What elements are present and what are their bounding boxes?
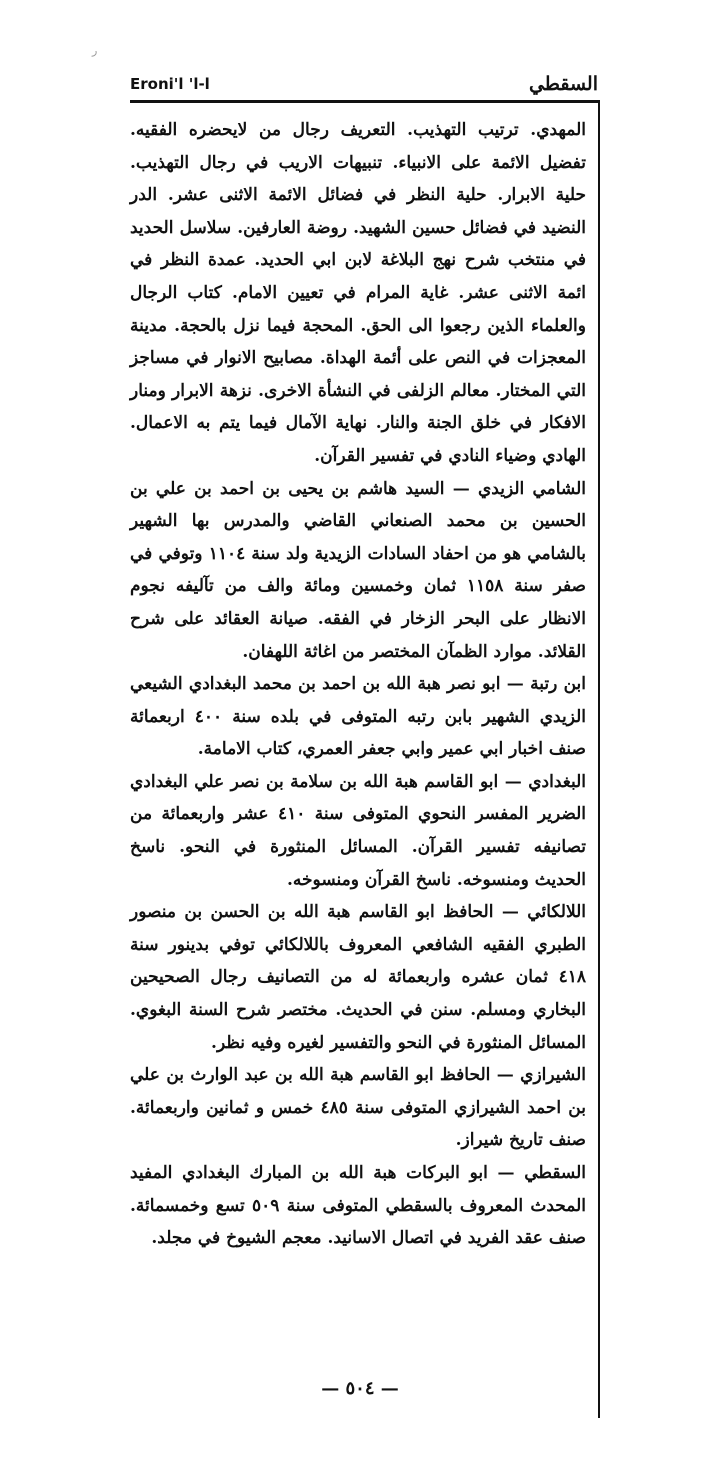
paragraph-entry-shami: الشامي الزيدي — السيد هاشم بن يحيى بن احمد بن علي بن الحسين بن محمد الصنعاني القاضي والمدرس بها الشهير بالشامي هو من احفاد السادات الزيدية ولد سنة ١١٠٤ وتوفي في صفر سنة ١١٥٨ ثمان وخمسين ومائة والف من تآليفه نجوم الانظار على البحر الزخار في الفقه. صيانة العقائد على شرح القلائد. موارد الظمآن المختصر من اغاثة اللهفان. [130, 478, 586, 662]
paragraph-entry-ibn-rutba: ابن رتبة — ابو نصر هبة الله بن احمد بن محمد البغدادي الشيعي الزيدي الشهير بابن رتبه المتوفى في بلده سنة ٤٠٠ اربعمائة صنف اخبار ابي عمير وابي جعفر العمري، كتاب الامامة. [130, 674, 586, 760]
scan-corner-mark: ر [92, 44, 98, 57]
paragraph-entry-shirazi: الشيرازي — الحافظ ابو القاسم هبة الله بن عبد الوارث بن علي بن احمد الشيرازي المتوفى سنة ٤٨٥ خمس و ثمانين واربعمائة. صنف تاريخ شيراز. [130, 1065, 586, 1151]
paragraph-entry-baghdadi: البغدادي — ابو القاسم هبة الله بن سلامة بن نصر علي البغدادي الضرير المفسر النحوي المتوفى سنة ٤١٠ عشر واربعمائة من تصانيفه تفسير القرآن. المسائل المنثورة في النحو. ناسخ الحديث ومنسوخه. ناسخ القرآن ومنسوخه. [130, 771, 586, 890]
paragraph-entry-lalakai: اللالكائي — الحافظ ابو القاسم هبة الله بن الحسن بن منصور الطبري الفقيه الشافعي المعروف باللالكائي توفي بدينور سنة ٤١٨ ثمان عشره واربعمائة له من التصانيف رجال الصحيحين البخاري ومسلم. سنن في الحديث. مختصر شرح السنة البغوي. المسائل المنثورة في النحو والتفسير لغيره وفيه نظر. [130, 902, 586, 1053]
right-margin-rule [598, 102, 600, 1418]
paragraph-entry-saqati: السقطي — ابو البركات هبة الله بن المبارك البغدادي المفيد المحدث المعروف بالسقطي المتوفى سنة ٥٠٩ تسع وخمسمائة. صنف عقد الفريد في اتصال الاسانيد. معجم الشيوخ في مجلد. [130, 1163, 586, 1249]
header-title: السقطي [528, 73, 598, 95]
header-rule [130, 100, 600, 103]
page-header [130, 70, 598, 98]
page-body [130, 114, 586, 1255]
paragraph-book-list: المهدي. ترتيب التهذيب. التعريف رجال من لايحضره الفقيه. تفضيل الائمة على الانبياء. تنبيهات الاريب في رجال التهذيب. حلية الابرار. حلية النظر في فضائل الائمة الاثنى عشر. الدر النضيد في فضائل حسين الشهيد. روضة العارفين. سلاسل الحديد في منتخب شرح نهج البلاغة لابن ابي الحديد. عمدة النظر في ائمة الاثنى عشر. غاية المرام في تعيين الامام. كتاب الرجال والعلماء الذين رجعوا الى الحق. المحجة فيما نزل بالحجة. مدينة المعجزات في النص على أئمة الهداة. مصابيح الانوار في مساجز التي المختار. معالم الزلفى في النشأة الاخرى. نزهة الابرار ومنار الافكار في خلق الجنة والنار. نهاية الآمال فيما يتم به الاعمال. الهادي وضياء النادي في تفسير القرآن. [130, 120, 586, 466]
page-number: — ٥٠٤ — [321, 1378, 399, 1399]
header-code: Eroni'l 'l-l [130, 75, 210, 93]
